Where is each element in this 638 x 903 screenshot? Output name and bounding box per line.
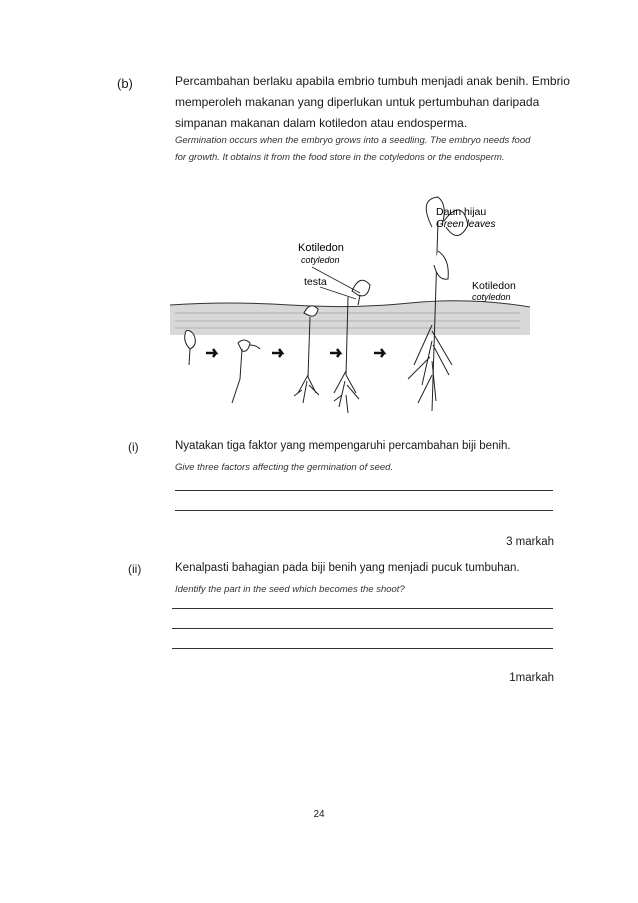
malay-line: simpanan makanan dalam kotiledon atau endosperma. [175,116,468,130]
label-cotyledon-malay-2: Kotiledon [472,280,516,292]
arrow-icon [374,349,384,357]
marks-label: 3 markah [506,536,554,548]
question-malay: Nyatakan tiga faktor yang mempengaruhi percambahan biji benih. [175,440,511,452]
marks-label: 1markah [509,672,554,684]
arrow-icon [206,349,216,357]
malay-line: Percambahan berlaku apabila embrio tumbuh menjadi anak benih. Embrio [175,74,570,88]
question-number: (ii) [128,562,142,576]
answer-line[interactable] [175,510,553,511]
answer-line[interactable] [172,648,553,649]
english-paragraph [175,132,575,166]
label-cotyledon-english-2: cotyledon [472,292,511,302]
label-cotyledon-malay-1: Kotiledon [298,242,344,254]
answer-line[interactable] [175,490,553,491]
stage-seedling [334,280,370,413]
arrow-icon [272,349,282,357]
answer-line[interactable] [172,608,553,609]
testa-pointer [320,287,356,299]
label-cotyledon-english-1: cotyledon [301,255,340,265]
question-malay: Kenalpasti bahagian pada biji benih yang menjadi pucuk tumbuhan. [175,562,520,574]
question-english: Identify the part in the seed which becomes the shoot? [175,584,405,595]
answer-line[interactable] [172,628,553,629]
soil-surface [170,301,530,335]
stage-radicle [232,340,260,403]
english-line: Germination occurs when the embryo grows into a seedling. The embryo needs food [175,135,531,146]
stage-seed [185,331,196,366]
malay-line: memperoleh makanan yang diperlukan untuk pertumbuhan daripada [175,95,540,109]
malay-paragraph [175,71,575,134]
label-green-leaves-english: Green leaves [436,219,496,230]
label-testa: testa [304,276,327,288]
page-number: 24 [313,809,325,820]
germination-diagram [170,185,530,430]
question-english: Give three factors affecting the germination of seed. [175,462,394,473]
label-green-leaves-malay: Daun hijau [436,206,487,218]
question-number: (i) [128,440,139,454]
english-line: for growth. It obtains it from the food store in the cotyledons or the endosperm. [175,152,505,163]
arrow-icon [330,349,340,357]
part-label: (b) [117,76,133,91]
